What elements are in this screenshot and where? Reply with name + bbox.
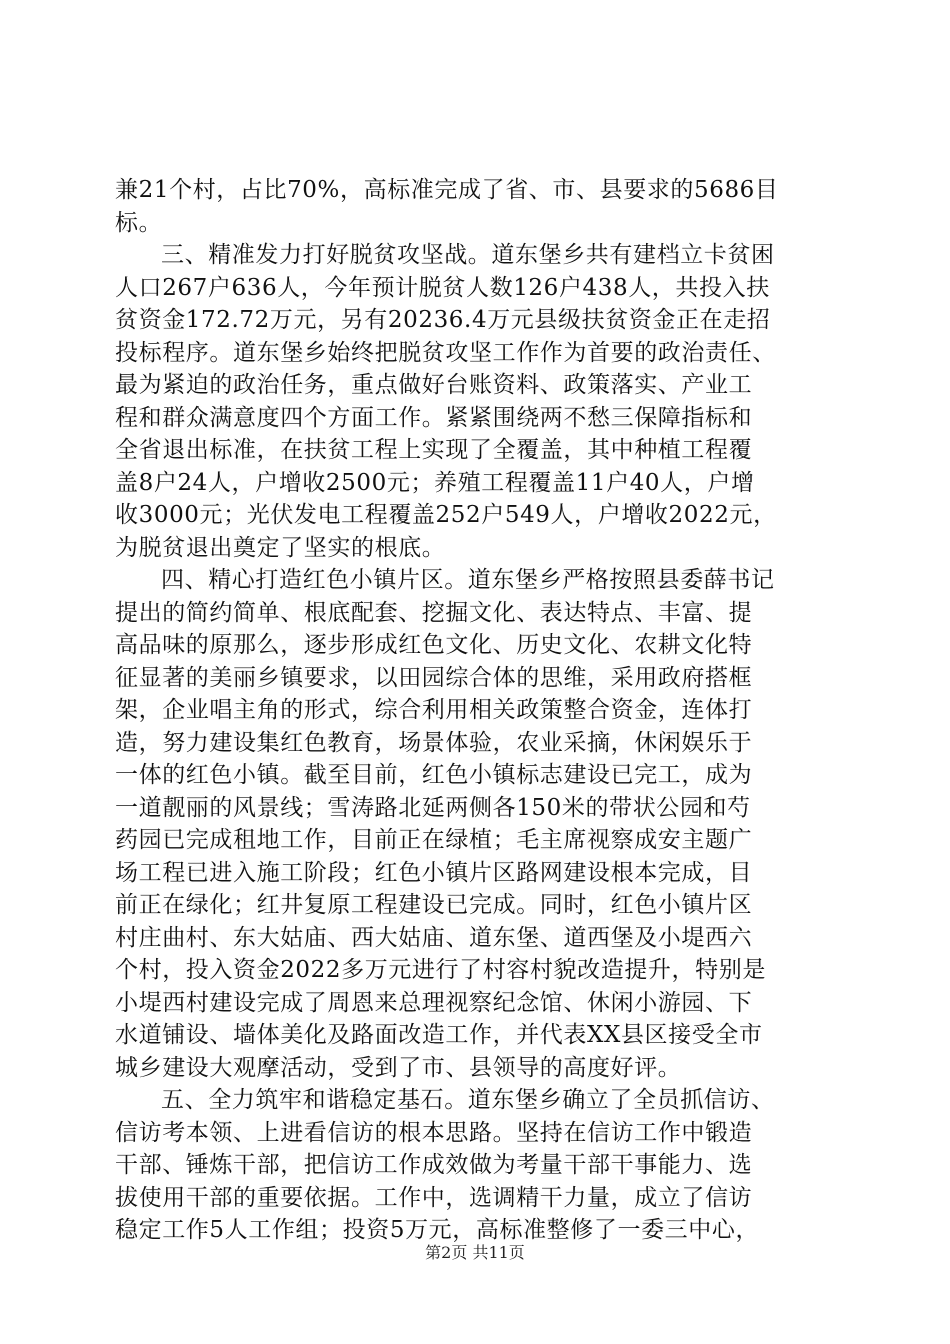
text-line: 高品味的原那么，逐步形成红色文化、历史文化、农耕文化特 [115,632,753,658]
text-line: 稳定工作5人工作组；投资5万元，高标准整修了一委三中心， [115,1217,760,1243]
text-line: 一体的红色小镇。截至目前，红色小镇标志建设已完工，成为 [115,762,753,788]
text-line: 投标程序。道东堡乡始终把脱贫攻坚工作作为首要的政治责任、 [115,339,776,366]
text-line: 兼21个村，占比70%，高标准完成了省、市、县要求的5686目 [115,177,779,203]
text-line: 村庄曲村、东大姑庙、西大姑庙、道东堡、道西堡及小堤西六 [115,924,753,951]
text-line: 最为紧迫的政治任务，重点做好台账资料、政策落实、产业工 [115,372,753,398]
text-line: 一道靓丽的风景线；雪涛路北延两侧各150米的带状公园和芍 [115,794,751,821]
document-body [115,174,837,1247]
text-line: 药园已完成租地工作，目前正在绿植；毛主席视察成安主题广 [115,827,753,853]
text-line: 小堤西村建设完成了周恩来总理视察纪念馆、休闲小游园、下 [115,989,753,1016]
text-line: 水道铺设、墙体美化及路面改造工作，并代表XX县区接受全市 [115,1022,763,1048]
text-line: 前正在绿化；红井复原工程建设已完成。同时，红色小镇片区 [115,892,753,918]
text-line: 拔使用干部的重要依据。工作中，选调精干力量，成立了信访 [115,1184,753,1211]
text-line: 城乡建设大观摩活动，受到了市、县领导的高度好评。 [115,1054,682,1081]
text-line: 盖8户24人，户增收2500元；养殖工程覆盖11户40人，户增 [115,469,755,496]
text-line: 五、全力筑牢和谐稳定基石。道东堡乡确立了全员抓信访、 [161,1087,775,1113]
text-line: 为脱贫退出奠定了坚实的根底。 [115,534,446,561]
text-line: 提出的简约简单、根底配套、挖掘文化、表达特点、丰富、提 [115,599,753,626]
text-line: 造，努力建设集红色教育，场景体验，农业采摘，休闲娱乐于 [115,729,753,756]
text-line: 场工程已进入施工阶段；红色小镇片区路网建设根本完成，目 [115,859,753,886]
text-line: 架，企业唱主角的形式，综合利用相关政策整合资金，连体打 [115,697,753,723]
text-line: 贫资金172.72万元，另有20236.4万元县级扶贫资金正在走招 [115,307,771,333]
text-line: 三、精准发力打好脱贫攻坚战。道东堡乡共有建档立卡贫困 [161,242,775,268]
text-line: 干部、锤炼干部，把信访工作成效做为考量干部干事能力、选 [115,1152,753,1178]
text-line: 个村，投入资金2022多万元进行了村容村貌改造提升，特别是 [115,957,766,983]
text-line: 信访考本领、上进看信访的根本思路。坚持在信访工作中锻造 [115,1119,753,1146]
text-line: 标。 [115,209,163,236]
text-line: 全省退出标准，在扶贫工程上实现了全覆盖，其中种植工程覆 [115,437,753,463]
text-line: 征显著的美丽乡镇要求，以田园综合体的思维，采用政府搭框 [115,664,753,691]
text-line: 程和群众满意度四个方面工作。紧紧围绕两不愁三保障指标和 [115,404,753,431]
text-line: 人口267户636人，今年预计脱贫人数126户438人，共投入扶 [115,274,770,301]
text-line: 四、精心打造红色小镇片区。道东堡乡严格按照县委薛书记 [161,567,775,593]
text-line: 收3000元；光伏发电工程覆盖252户549人，户增收2022元， [115,502,777,528]
page-number-footer: 第2页 共11页 [425,1243,525,1262]
